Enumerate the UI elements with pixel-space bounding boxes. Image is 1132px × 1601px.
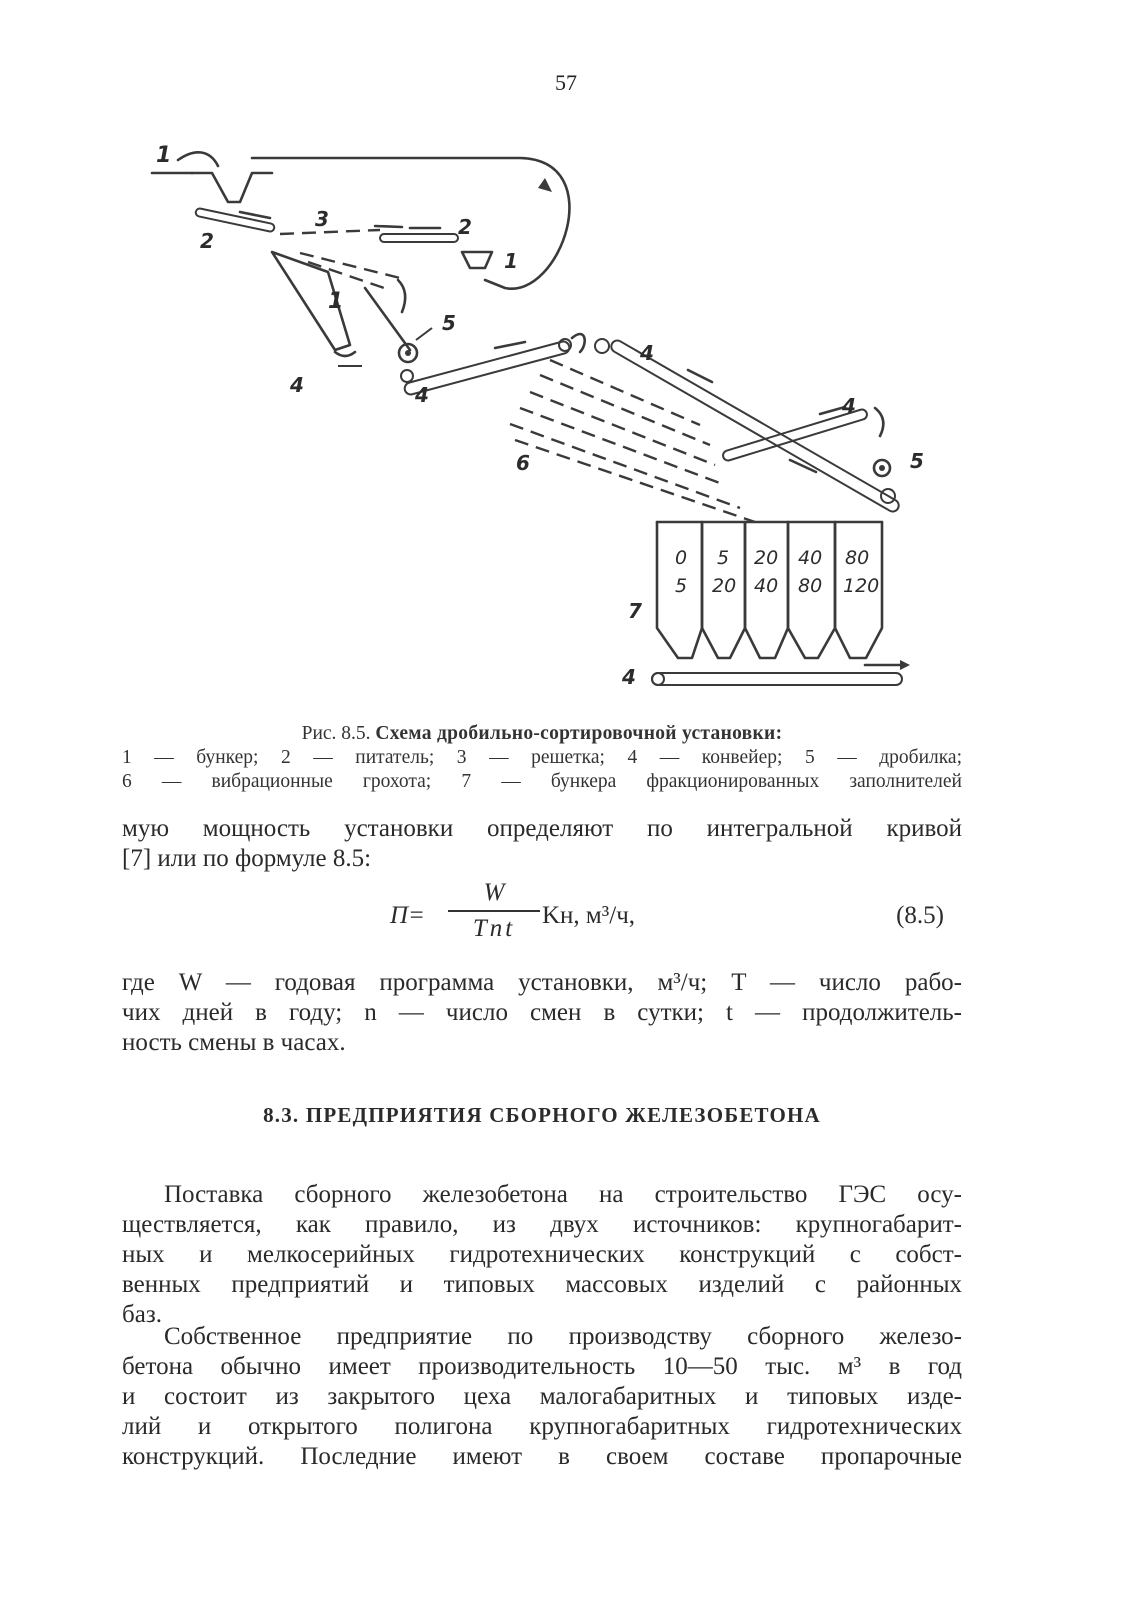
label-feeder-left: 2 xyxy=(200,229,214,253)
text-line: и состоит из закрытого цеха малогабаритных и типовых изде- xyxy=(122,1383,962,1410)
section-paragraph-2 xyxy=(122,1322,962,1472)
text-line: чих дней в году; n — число смен в сутки; t — продолжитель- xyxy=(122,999,962,1026)
label-crusher-right: 5 xyxy=(910,449,924,473)
text-line: конструкций. Последние имеют в своем составе пропарочные xyxy=(122,1443,962,1470)
label-grate: 3 xyxy=(315,207,329,231)
bin5-bottom: 120 xyxy=(843,575,880,597)
figure-crushing-plant-diagram xyxy=(140,130,970,710)
conveyor-left-arrow xyxy=(495,342,525,348)
label-crusher-left: 5 xyxy=(442,311,456,335)
page-number: 57 xyxy=(555,70,577,95)
return-loop-arrowhead xyxy=(538,178,552,192)
section-heading: 8.3. ПРЕДПРИЯТИЯ СБОРНОГО ЖЕЛЕЗОБЕТОНА xyxy=(263,1103,821,1127)
formula-8-5 xyxy=(122,878,962,948)
grate-dashed-line xyxy=(280,230,380,234)
caption-title: Схема дробильно-сортировочной установки: xyxy=(375,723,783,744)
label-feeder-right: 2 xyxy=(458,215,472,239)
text-line: Собственное предприятие по производству сборного железо- xyxy=(164,1323,962,1350)
caption-legend-line-2: 6 — вибрационные грохота; 7 — бункера фракционированных заполнителей xyxy=(122,771,962,792)
conveyor-return-arrow-drop xyxy=(875,408,883,436)
bin3-top: 20 xyxy=(754,547,779,569)
section-paragraph-1 xyxy=(122,1180,962,1330)
text-line: ществляется, как правило, из двух источников: крупногабарит- xyxy=(122,1211,962,1238)
text-line: [7] или по формуле 8.5: xyxy=(122,845,372,872)
bin4-top: 40 xyxy=(798,547,823,569)
formula-numerator: W xyxy=(483,879,505,906)
diagram-svg xyxy=(140,130,970,710)
conveyor-long-arrow xyxy=(688,370,712,382)
label-bins: 7 xyxy=(628,599,642,623)
vibrating-screens xyxy=(510,360,755,522)
label-main-bunker: 1 xyxy=(328,289,344,314)
formula-fraction xyxy=(448,878,540,944)
conveyor-bottom-arrowhead xyxy=(900,660,910,670)
chute-arrow xyxy=(398,280,405,312)
crusher-right-hub xyxy=(879,465,885,471)
text-line: лий и открытого полигона крупногабаритных гидротехнических xyxy=(122,1413,962,1440)
conveyor-bottom-roller xyxy=(652,673,664,685)
small-bunker xyxy=(462,252,492,268)
bin2-bottom: 20 xyxy=(712,575,737,597)
main-bunker-outlet xyxy=(335,352,355,356)
formula-lhs: П= xyxy=(390,902,425,929)
conveyor-bottom xyxy=(652,673,902,685)
formula-rhs: Kн, м³/ч, xyxy=(542,902,636,929)
crusher-left-hub xyxy=(405,350,411,356)
bin3-bottom: 40 xyxy=(754,575,779,597)
label-conveyor-left: 4 xyxy=(415,383,429,407)
bin4-bottom: 80 xyxy=(798,575,823,597)
chute-wall xyxy=(365,288,410,350)
formula-number: (8.5) xyxy=(896,902,944,929)
definitions-paragraph xyxy=(122,968,962,1058)
label-conveyor-return: 4 xyxy=(842,394,856,418)
label-conveyor-bunker-outlet: 4 xyxy=(290,373,304,397)
intro-paragraph xyxy=(122,814,962,874)
dump-arrow xyxy=(178,152,218,166)
text-line: баз. xyxy=(122,1301,162,1328)
caption-title-line xyxy=(122,722,962,746)
caption-legend-line-1: 1 — бункер; 2 — питатель; 3 — решетка; 4 — конвейер; 5 — дробилка; xyxy=(122,747,962,768)
text-line: бетона обычно имеет производительность 10—50 тыс. м³ в год xyxy=(122,1353,962,1380)
text-line: ных и мелкосерийных гидротехнических конструкций с собст- xyxy=(122,1241,962,1268)
caption-prefix: Рис. 8.5. xyxy=(301,723,371,744)
label-screens: 6 xyxy=(516,451,530,475)
text-line: мую мощность установки определяют по интегральной кривой xyxy=(122,815,962,842)
formula-denominator: Tnt xyxy=(472,915,516,942)
conveyor-left-roller-a xyxy=(401,370,413,382)
feeder-right xyxy=(380,234,458,242)
crusher-left-leader xyxy=(416,328,432,340)
text-line: венных предприятий и типовых массовых изделий с районных xyxy=(122,1271,962,1298)
label-conveyor-long: 4 xyxy=(640,341,654,365)
label-small-bunker: 1 xyxy=(504,249,518,273)
text-line: ность смены в часах. xyxy=(122,1029,346,1056)
bin1-bottom: 5 xyxy=(675,575,688,597)
text-line: Поставка сборного железобетона на строительство ГЭС осу- xyxy=(164,1181,962,1208)
grate-arrow xyxy=(375,226,402,227)
conveyor-long-roller-a xyxy=(595,339,609,353)
return-loop xyxy=(252,158,569,289)
fraction-bar xyxy=(448,910,540,912)
label-conveyor-bottom: 4 xyxy=(622,665,636,689)
figure-caption xyxy=(122,722,962,794)
bin5-top: 80 xyxy=(845,547,870,569)
conveyor-left-transfer-arrow xyxy=(572,334,585,352)
bin2-top: 5 xyxy=(717,547,730,569)
bin1-top: 0 xyxy=(675,547,688,569)
receiving-bunker xyxy=(192,173,272,202)
text-line: где W — годовая программа установки, м³/ч; T — число рабо- xyxy=(122,969,962,996)
label-bunker-top: 1 xyxy=(156,143,172,168)
